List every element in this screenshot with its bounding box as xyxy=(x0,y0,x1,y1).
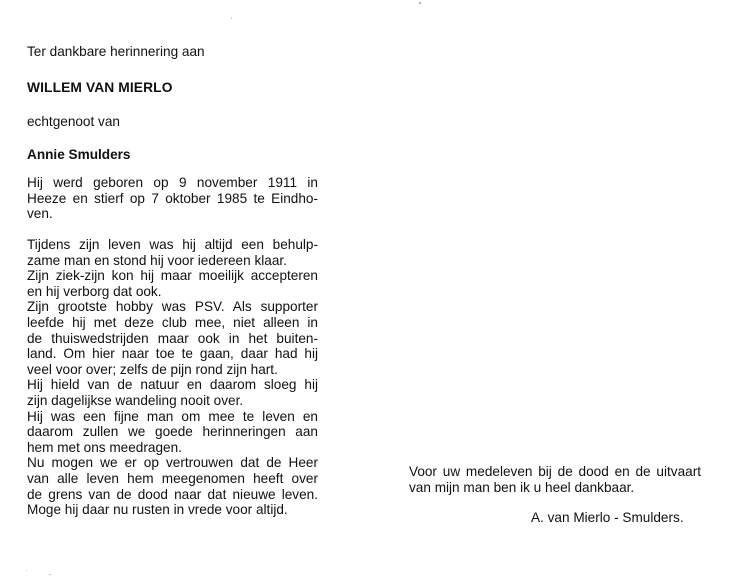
life-line: Hij was een fijne man om mee te leven en xyxy=(27,408,318,424)
life-line: de grens van de dood naar dat nieuwe leven. xyxy=(27,486,318,502)
life-line: Moge hij daar nu rusten in vrede voor altijd. xyxy=(27,502,288,518)
scan-speck xyxy=(26,570,27,571)
life-line: Zijn ziek-zijn kon hij maar moeilijk accepteren xyxy=(27,268,318,284)
life-line: Tijdens zijn leven was hij altijd een behulp- xyxy=(27,237,318,252)
life-line: Zijn grootste hobby was PSV. Als supporter xyxy=(27,299,318,315)
scan-speck xyxy=(49,574,51,575)
thanks-paragraph xyxy=(409,464,701,495)
life-line: land. Om hier naar toe te gaan, daar had hij xyxy=(27,346,318,362)
thanks-line: Voor uw medeleven bij de dood en de uitvaart xyxy=(409,464,701,479)
life-line: Hij hield van de natuur en daarom sloeg hij xyxy=(27,377,318,393)
birth-line: Heeze en stierf op 7 oktober 1985 te Eindho- xyxy=(27,190,318,206)
life-line: zame man en stond hij voor iedereen klaar. xyxy=(27,252,287,268)
life-line: leefde hij met deze club mee, niet alleen in xyxy=(27,314,318,330)
life-line: de thuiswedstrijden maar ook in het buiten- xyxy=(27,330,318,346)
life-line: hem met ons meedragen. xyxy=(27,439,182,455)
birth-line: Hij werd geboren op 9 november 1911 in xyxy=(27,175,318,190)
birth-line: ven. xyxy=(27,206,53,222)
life-line: van alle leven hem meegenomen heeft over xyxy=(27,470,318,486)
life-paragraph xyxy=(27,237,318,518)
life-line: Nu mogen we er op vertrouwen dat de Heer xyxy=(27,455,318,471)
intro-text: Ter dankbare herinnering aan xyxy=(27,44,205,59)
thanks-line: van mijn man ben ik u heel dankbaar. xyxy=(409,479,635,495)
life-line: en hij verborg dat ook. xyxy=(27,283,162,299)
scan-speck xyxy=(419,2,421,4)
life-line: daarom zullen we goede herinneringen aan xyxy=(27,424,318,440)
scan-speck xyxy=(231,17,232,19)
spouse-name: Annie Smulders xyxy=(27,147,131,162)
signature: A. van Mierlo - Smulders. xyxy=(531,510,684,525)
life-line: zijn dagelijkse wandeling nooit over. xyxy=(27,392,244,408)
deceased-name: WILLEM VAN MIERLO xyxy=(27,80,173,95)
spouse-intro-text: echtgenoot van xyxy=(27,114,120,129)
life-line: veel voor over; zelfs de pijn rond zijn hart. xyxy=(27,361,278,377)
birth-paragraph xyxy=(27,175,318,222)
